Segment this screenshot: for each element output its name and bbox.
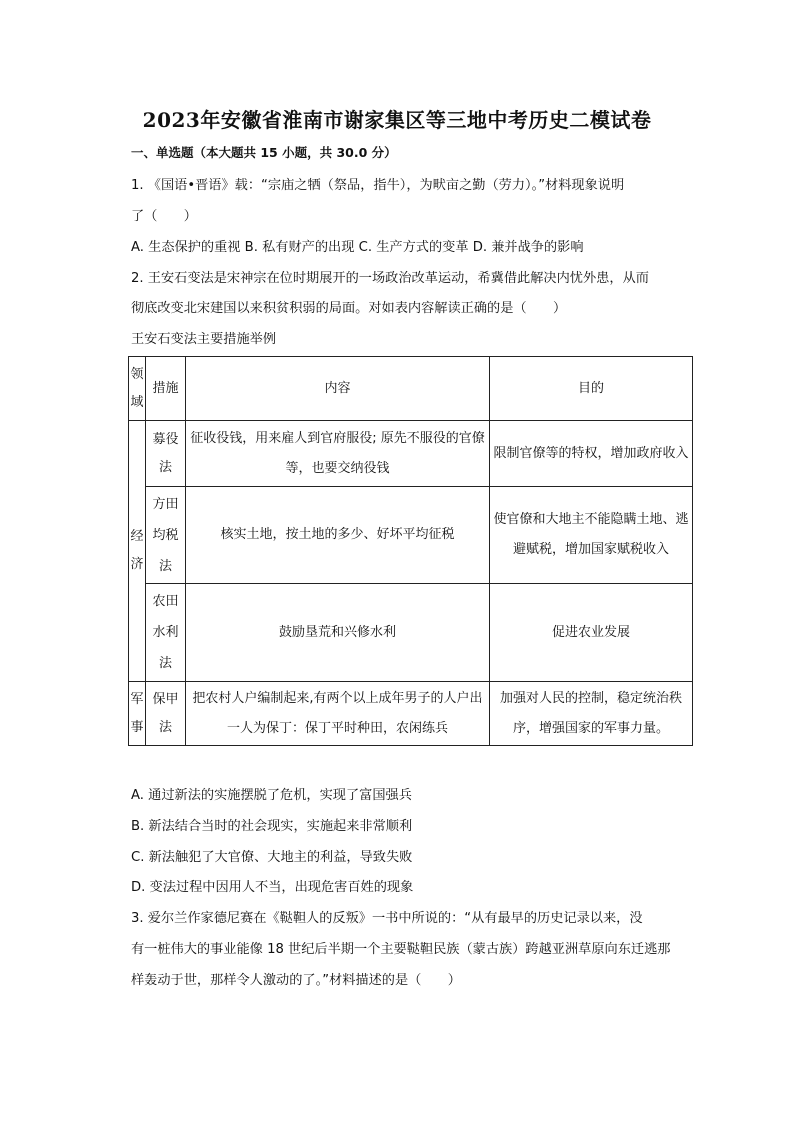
group-economy: 经济 [129,421,146,682]
question-2-line-2: 彻底改变北宋建国以来积贫积弱的局面。对如表内容解读正确的是（ ） [131,301,567,316]
purpose-cell: 使官僚和大地主不能隐瞒土地、逃避赋税，增加国家赋税收入 [490,487,693,584]
exam-title: 2023年安徽省淮南市谢家集区等三地中考历史二模试卷 [142,108,652,132]
purpose-cell: 加强对人民的控制，稳定统治秩序，增强国家的军事力量。 [490,682,693,746]
table-row [129,487,693,584]
content-cell: 核实土地，按土地的多少、好坏平均征税 [186,487,490,584]
purpose-cell: 限制官僚等的特权，增加政府收入 [490,421,693,487]
question-2-option-a: A. 通过新法的实施摆脱了危机，实现了富国强兵 [131,788,412,803]
header-measure: 措施 [146,357,186,421]
question-3-line-1: 3. 爱尔兰作家德尼赛在《鞑靼人的反叛》一书中所说的：“从有最早的历史记录以来，没 [131,911,643,926]
group-military: 军事 [129,682,146,746]
section-heading: 一、单选题（本大题共 15 小题，共 30.0 分） [131,145,397,160]
header-content: 内容 [186,357,490,421]
content-cell: 征收役钱，用来雇人到官府服役; 原先不服役的官僚等，也要交纳役钱 [186,421,490,487]
purpose-cell: 促进农业发展 [490,584,693,682]
reform-measures-table [128,356,693,746]
table-header-row [129,357,693,421]
measure-cell: 农田水利法 [146,584,186,682]
measure-cell: 募役法 [146,421,186,487]
question-1-line-2: 了（ ） [131,209,197,224]
question-2-line-1: 2. 王安石变法是宋神宗在位时期展开的一场政治改革运动，希冀借此解决内忧外患，从而 [131,271,649,286]
question-3-line-3: 样轰动于世，那样令人激动的了。”材料描述的是（ ） [131,973,461,988]
measure-cell: 保甲法 [146,682,186,746]
question-2-option-d: D. 变法过程中因用人不当，出现危害百姓的现象 [131,880,414,895]
question-3-line-2: 有一桩伟大的事业能像 18 世纪后半期一个主要鞑靼民族（蒙古族）跨越亚洲草原向东迁逃那 [131,942,671,957]
question-2-option-c: C. 新法触犯了大官僚、大地主的利益，导致失败 [131,850,413,865]
table-row [129,421,693,487]
table-row [129,682,693,746]
header-purpose: 目的 [490,357,693,421]
measure-cell: 方田均税法 [146,487,186,584]
question-2-option-b: B. 新法结合当时的社会现实，实施起来非常顺利 [131,819,413,834]
table-caption: 王安石变法主要措施举例 [131,332,277,347]
content-cell: 把农村人户编制起来,有两个以上成年男子的人户出一人为保丁：保丁平时种田，农闲练兵 [186,682,490,746]
content-cell: 鼓励垦荒和兴修水利 [186,584,490,682]
question-1-line-1: 1. 《国语•晋语》载：“宗庙之牺（祭品，指牛），为畎亩之勤（劳力）。”材料现象说明 [131,178,625,193]
table-row [129,584,693,682]
question-1-options: A. 生态保护的重视 B. 私有财产的出现 C. 生产方式的变革 D. 兼并战争的影响 [131,240,584,255]
header-domain: 领域 [129,357,146,421]
